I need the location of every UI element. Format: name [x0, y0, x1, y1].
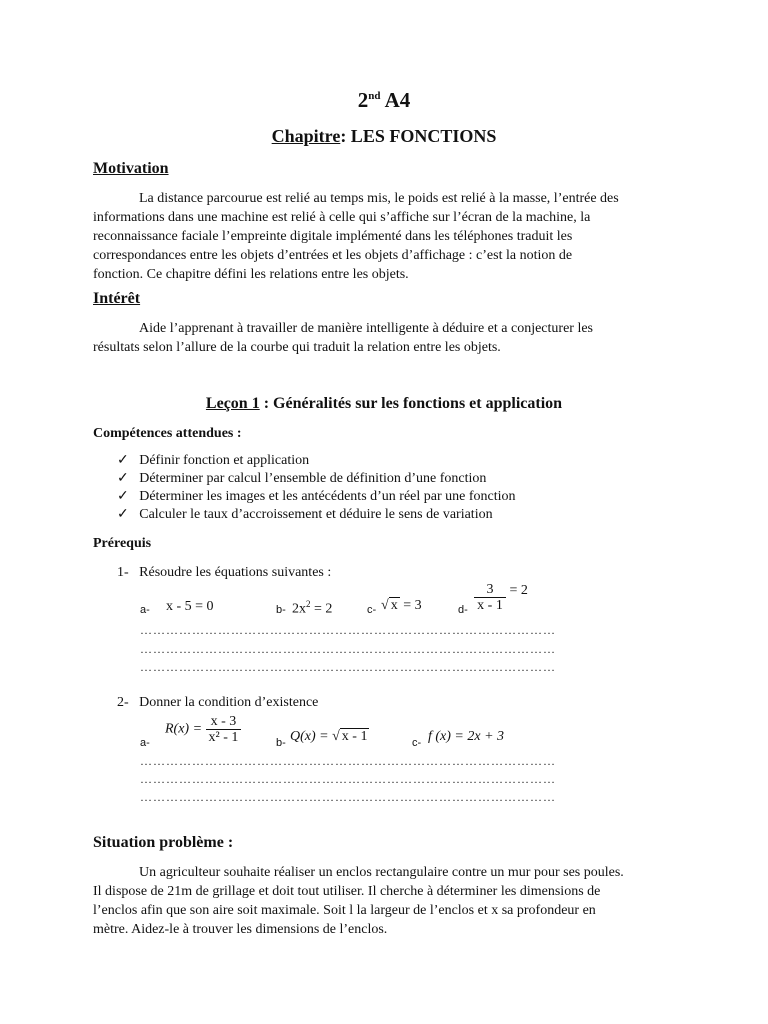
q1-d-fraction — [474, 582, 506, 613]
competence-item — [117, 506, 516, 524]
q2-a-fraction — [206, 714, 242, 745]
check-icon: ✓ — [117, 471, 129, 486]
sqrt-icon: √ — [332, 729, 340, 744]
competence-item — [117, 470, 516, 488]
motivation-paragraph — [93, 189, 693, 284]
lecon-word: Leçon 1 — [205, 395, 260, 412]
q1-b-base: 2x — [292, 601, 306, 617]
competence-text: Définir fonction et application — [139, 453, 310, 468]
class-suffix: A4 — [380, 88, 411, 112]
motivation-line: correspondances entre les objets d’entrées et les objets d’affichage : c’est la notion de — [93, 248, 573, 263]
q1-c-label: c- — [367, 604, 377, 616]
answer-line: …………………………………………………………………………………… — [140, 642, 556, 656]
motivation-heading: Motivation — [93, 160, 169, 177]
question-number: 2- — [117, 695, 129, 710]
q1-c-rest: = 3 — [399, 598, 422, 613]
competence-text: Calculer le taux d’accroissement et déduire le sens de variation — [139, 507, 493, 522]
interet-heading: Intérêt — [93, 290, 141, 307]
competence-text: Déterminer par calcul l’ensemble de définition d’une fonction — [139, 471, 487, 486]
lecon-title — [0, 395, 768, 413]
situation-line: Un agriculteur souhaite réaliser un enclos rectangulaire contre un mur pour ses poules. — [139, 865, 624, 880]
q1-a-expression: x - 5 = 0 — [166, 599, 214, 614]
check-icon: ✓ — [117, 489, 129, 504]
q1-b-expression — [292, 599, 332, 618]
answer-line: …………………………………………………………………………………… — [140, 790, 556, 804]
q2-c-expression: f (x) = 2x + 3 — [428, 729, 505, 744]
q2-a-expression — [165, 714, 241, 745]
interet-line: résultats selon l’allure de la courbe qui traduit la relation entre les objets. — [93, 340, 501, 355]
question-number: 1- — [117, 565, 129, 580]
q1-d-label: d- — [458, 604, 468, 616]
motivation-line: La distance parcourue est relié au temps mis, le poids est relié à la masse, l’entrée des — [139, 191, 619, 206]
q2-b-expression — [290, 729, 369, 745]
competence-text: Déterminer les images et les antécédents d’un réel par une fonction — [139, 489, 516, 504]
motivation-line: fonction. Ce chapitre défini les relations entre les objets. — [93, 267, 409, 282]
lecon-name: : Généralités sur les fonctions et application — [259, 395, 563, 412]
q1-b-exponent: 2 — [306, 599, 311, 609]
answer-line: …………………………………………………………………………………… — [140, 623, 556, 637]
q1-d-expression — [474, 582, 528, 613]
motivation-line: informations dans une machine est relié à celle qui s’affiche sur l’écran de la machine, la — [93, 210, 591, 225]
class-sup: nd — [368, 90, 381, 102]
q2-b-lhs: Q(x) = — [290, 729, 333, 744]
q1-b-rest: = 2 — [310, 601, 333, 617]
q1-b-label: b- — [276, 604, 286, 616]
check-icon: ✓ — [117, 453, 129, 468]
q2-b-label: b- — [276, 737, 286, 749]
question-text: Résoudre les équations suivantes : — [139, 565, 332, 580]
situation-line: mètre. Aidez-le à trouver les dimensions de l’enclos. — [93, 922, 388, 937]
q2-c-label: c- — [412, 737, 422, 749]
competences-list — [117, 452, 516, 524]
question-text: Donner la condition d’existence — [139, 695, 319, 710]
check-icon: ✓ — [117, 507, 129, 522]
answer-line: …………………………………………………………………………………… — [140, 772, 556, 786]
interet-line: Aide l’apprenant à travailler de manière intelligente à déduire et a conjecturer les — [139, 321, 593, 336]
situation-line: l’enclos afin que son aire soit maximale. Soit l la largeur de l’enclos et x sa profondeur en — [93, 903, 596, 918]
chapter-name: : LES FONCTIONS — [340, 126, 497, 146]
competence-item — [117, 488, 516, 506]
prerequis-heading: Prérequis — [93, 536, 152, 551]
q2-a-lhs: R(x) = — [165, 721, 203, 737]
situation-heading: Situation problème : — [93, 834, 234, 851]
q2-b-radicand: x - 1 — [341, 729, 368, 744]
situation-line: Il dispose de 21m de grillage et doit tout utiliser. Il cherche à déterminer les dimensions de — [93, 884, 601, 899]
q2-a-label: a- — [140, 737, 150, 749]
q1-a-label: a- — [140, 604, 150, 616]
q2-a-denominator: x² - 1 — [208, 730, 239, 745]
competence-item — [117, 452, 516, 470]
class-number: 2 — [357, 88, 369, 112]
question-1 — [117, 563, 331, 582]
answer-line: …………………………………………………………………………………… — [140, 754, 556, 768]
situation-paragraph — [93, 863, 693, 939]
q1-c-radicand: x — [390, 598, 398, 613]
q1-d-denominator: x - 1 — [477, 598, 503, 613]
question-2 — [117, 693, 318, 712]
interet-paragraph — [93, 319, 693, 357]
competences-heading: Compétences attendues : — [93, 426, 242, 441]
q1-c-expression — [381, 598, 422, 614]
motivation-line: reconnaissance faciale l’empreinte digitale implémenté dans les téléphones traduit les — [93, 229, 573, 244]
sqrt-icon: √ — [381, 598, 389, 613]
chapter-title — [0, 126, 768, 147]
q1-d-rest: = 2 — [509, 582, 528, 598]
chapter-word: Chapitre — [271, 126, 341, 146]
class-title — [0, 88, 768, 113]
q1-d-numerator: 3 — [474, 582, 506, 598]
q2-a-numerator: x - 3 — [206, 714, 242, 730]
answer-line: …………………………………………………………………………………… — [140, 660, 556, 674]
